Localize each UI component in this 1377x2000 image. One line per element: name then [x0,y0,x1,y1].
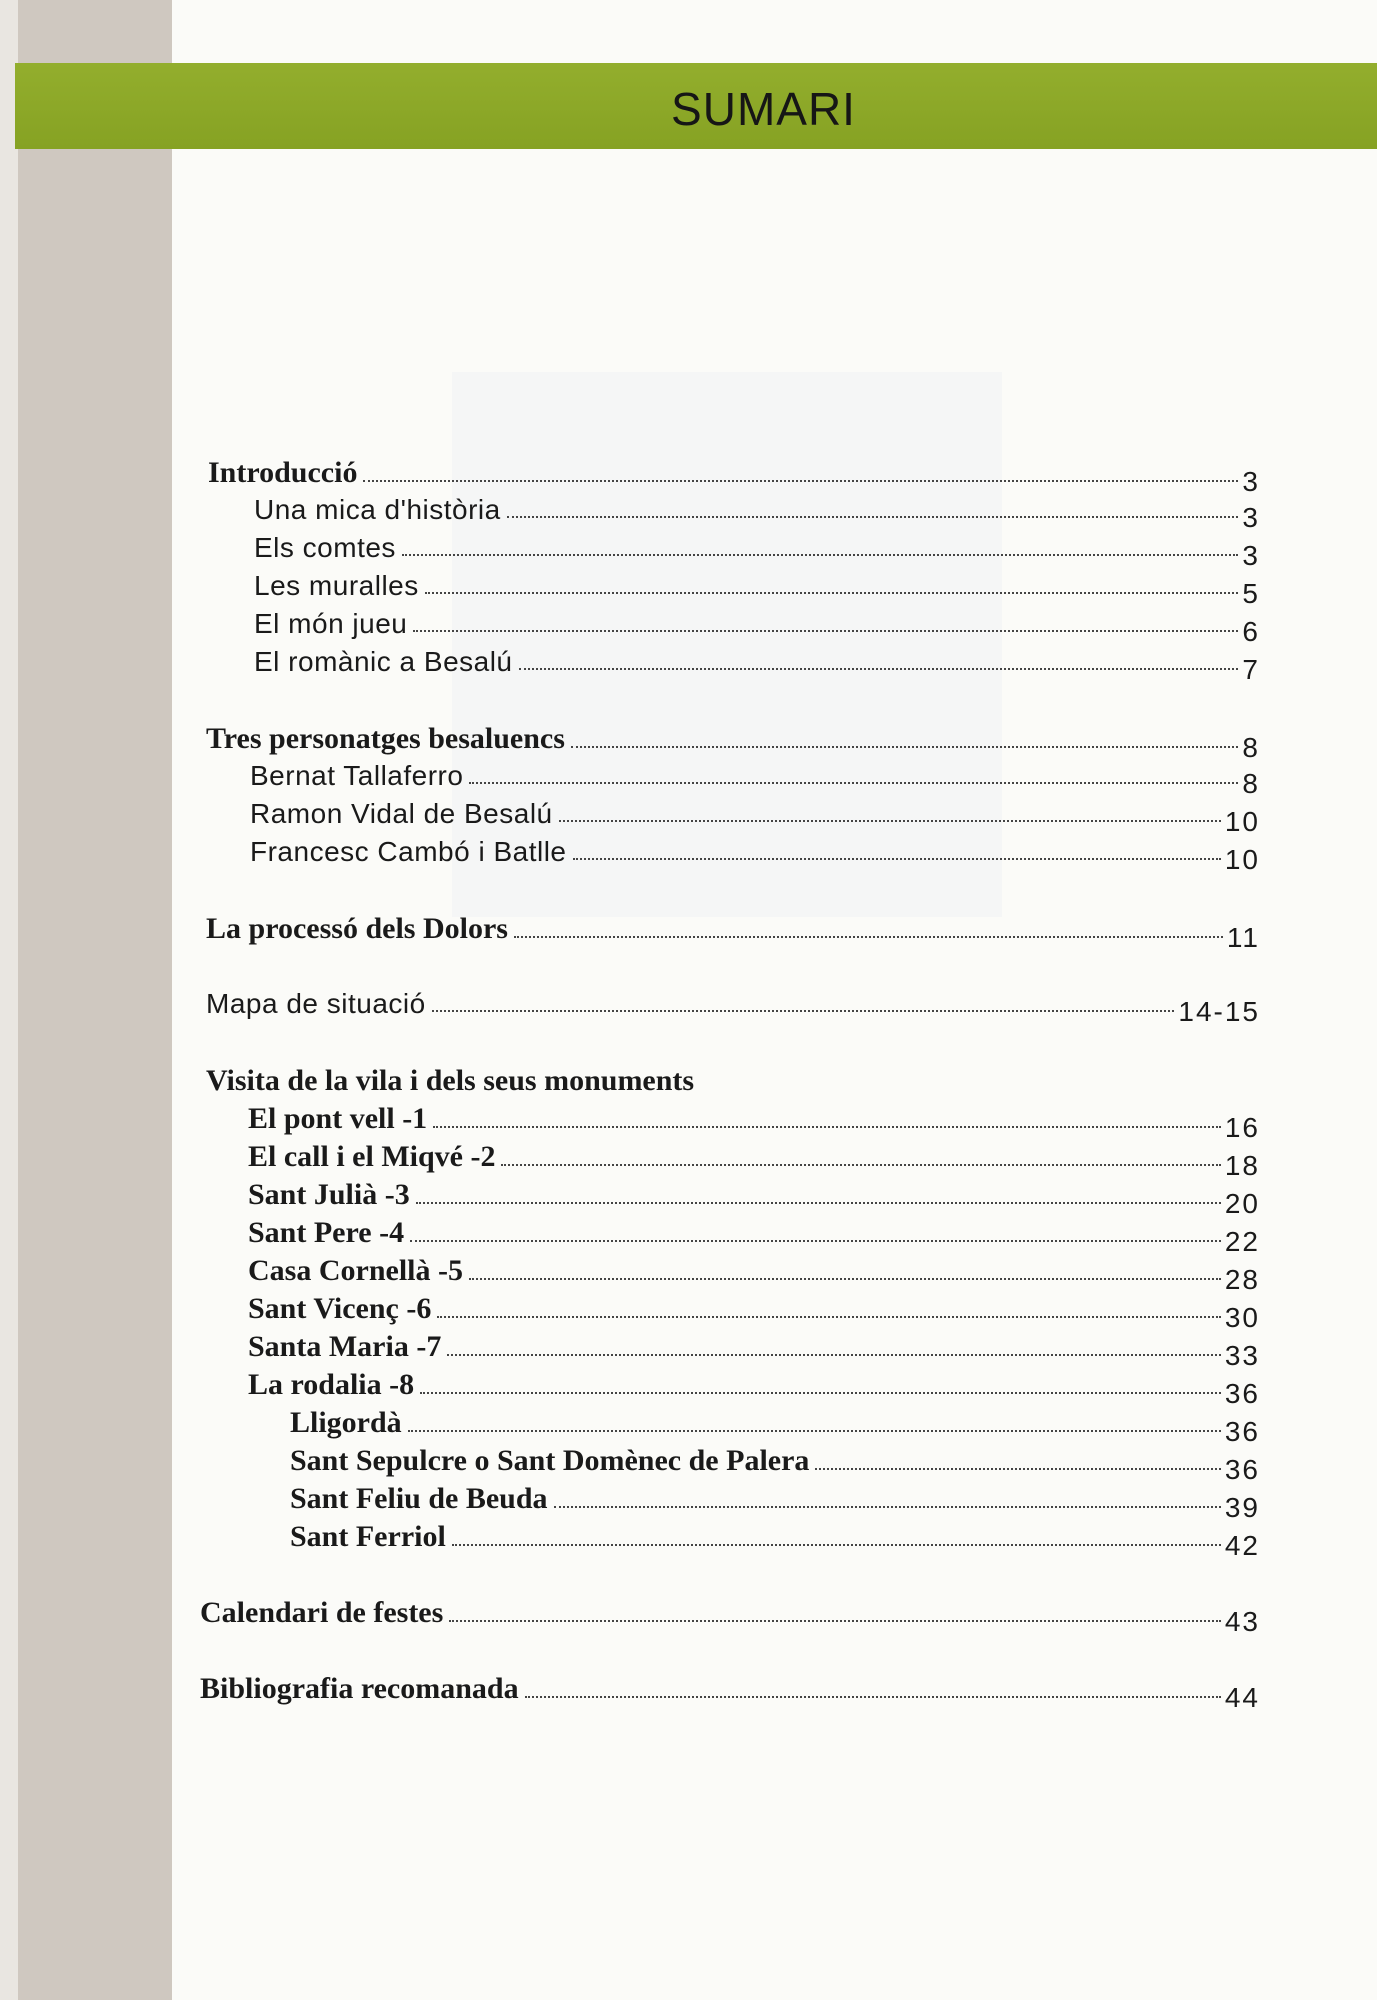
toc-entry[interactable] [290,1444,1260,1485]
toc-item-label: Sant Pere -4 [248,1216,405,1249]
toc-entry[interactable] [254,608,1260,647]
toc-section-label: Introducció [208,456,358,489]
toc-entry-mapa[interactable] [206,988,1260,1027]
toc-entry[interactable] [248,1178,1260,1219]
toc-section-label: Mapa de situació [206,988,426,1019]
leader-dots [410,1240,1221,1242]
leader-dots [501,1164,1220,1166]
toc-page-number: 14-15 [1178,996,1260,1027]
leader-dots [507,516,1239,518]
leader-dots [571,746,1239,748]
leader-dots [559,820,1221,822]
toc-page-number: 36 [1224,1378,1260,1409]
toc-item-label: Sant Julià -3 [248,1178,410,1211]
toc-entry[interactable] [248,1102,1260,1143]
toc-item-label: Santa Maria -7 [248,1330,442,1363]
leader-dots [519,668,1239,670]
left-margin-edge [0,0,18,2000]
toc-page-number: 8 [1242,768,1260,799]
toc-item-label: Els comtes [254,532,396,563]
leader-dots [449,1620,1221,1622]
toc-page-number: 33 [1224,1340,1260,1371]
toc-page-number: 7 [1242,654,1260,685]
leader-dots [815,1468,1220,1470]
toc-entry[interactable] [248,1216,1260,1257]
toc-entry-bibliografia[interactable] [200,1672,1260,1713]
toc-page-number: 8 [1242,732,1260,763]
toc-item-label: Les muralles [254,570,419,601]
leader-dots [554,1506,1221,1508]
leader-dots [573,858,1221,860]
left-margin-strip [0,0,172,2000]
leader-dots [447,1354,1221,1356]
toc-entry[interactable] [290,1482,1260,1523]
toc-item-label: Lligordà [290,1406,402,1439]
toc-page-number: 20 [1224,1188,1260,1219]
leader-dots [413,630,1238,632]
toc-entry[interactable] [250,760,1260,799]
leader-dots [416,1202,1221,1204]
leader-dots [514,936,1223,938]
toc-item-label: Francesc Cambó i Batlle [250,836,567,867]
toc-item-label: El pont vell -1 [248,1102,428,1135]
toc-section-label: Visita de la vila i dels seus monuments [206,1064,695,1097]
leader-dots [433,1126,1221,1128]
toc-entry-calendari[interactable] [200,1596,1260,1637]
toc-item-label: Sant Feliu de Beuda [290,1482,548,1515]
toc-page-number: 3 [1242,502,1260,533]
toc-page-number: 44 [1224,1682,1260,1713]
toc-entry-processo[interactable] [206,912,1260,953]
toc-entry[interactable] [290,1406,1260,1447]
toc-item-label: El romànic a Besalú [254,646,513,677]
toc-entry[interactable] [254,646,1260,685]
toc-entry[interactable] [250,798,1260,837]
toc-page-number: 10 [1224,844,1260,875]
toc-page-number: 36 [1224,1454,1260,1485]
toc-item-label: Sant Vicenç -6 [248,1292,432,1325]
leader-dots [420,1392,1221,1394]
leader-dots [452,1544,1221,1546]
toc-page-number: 30 [1224,1302,1260,1333]
page-title: SUMARI [671,83,856,135]
toc-item-label: Sant Sepulcre o Sant Domènec de Palera [290,1444,810,1477]
leader-dots [408,1430,1221,1432]
toc-section-label: Bibliografia recomanada [200,1672,519,1705]
toc-item-label: Ramon Vidal de Besalú [250,798,553,829]
toc-item-label: La rodalia -8 [248,1368,415,1401]
leader-dots [469,782,1238,784]
toc-section-label: Calendari de festes [200,1596,444,1629]
toc-page-number: 22 [1224,1226,1260,1257]
toc-entry[interactable] [254,494,1260,533]
leader-dots [425,592,1239,594]
toc-entry[interactable] [248,1140,1260,1181]
toc-page-number: 36 [1224,1416,1260,1447]
toc-page-number: 43 [1224,1606,1260,1637]
toc-entry[interactable] [250,836,1260,875]
toc-item-label: Una mica d'història [254,494,501,525]
toc-page-number: 16 [1224,1112,1260,1143]
leader-dots [432,1010,1175,1012]
toc-section-label: Tres personatges besaluencs [206,722,565,755]
leader-dots [363,480,1238,482]
toc-entry-introduccio[interactable] [208,456,1260,497]
toc-entry[interactable] [254,570,1260,609]
leader-dots [525,1696,1221,1698]
leader-dots [437,1316,1221,1318]
toc-page-number: 11 [1226,922,1260,953]
leader-dots [469,1278,1221,1280]
toc-item-label: Casa Cornellà -5 [248,1254,463,1287]
toc-entry[interactable] [254,532,1260,571]
toc-item-label: Bernat Tallaferro [250,760,464,791]
toc-page-number: 42 [1224,1530,1260,1561]
toc-entry[interactable] [248,1292,1260,1333]
toc-entry[interactable] [290,1520,1260,1561]
toc-heading-visita[interactable] [206,1066,1260,1096]
toc-page-number: 3 [1242,540,1260,571]
toc-item-label: El call i el Miqvé -2 [248,1140,496,1173]
toc-entry[interactable] [248,1368,1260,1409]
toc-item-label: El món jueu [254,608,408,639]
toc-item-label: Sant Ferriol [290,1520,446,1553]
toc-page-number: 3 [1242,466,1260,497]
toc-page-number: 39 [1224,1492,1260,1523]
toc-page-number: 5 [1242,578,1260,609]
toc-page-number: 10 [1224,806,1260,837]
toc-page-number: 18 [1224,1150,1260,1181]
toc-page-number: 28 [1224,1264,1260,1295]
toc-entry[interactable] [248,1330,1260,1371]
toc-page-number: 6 [1242,616,1260,647]
toc-section-label: La processó dels Dolors [206,912,508,945]
toc-entry-personatges[interactable] [206,722,1260,763]
toc-entry[interactable] [248,1254,1260,1295]
leader-dots [402,554,1238,556]
